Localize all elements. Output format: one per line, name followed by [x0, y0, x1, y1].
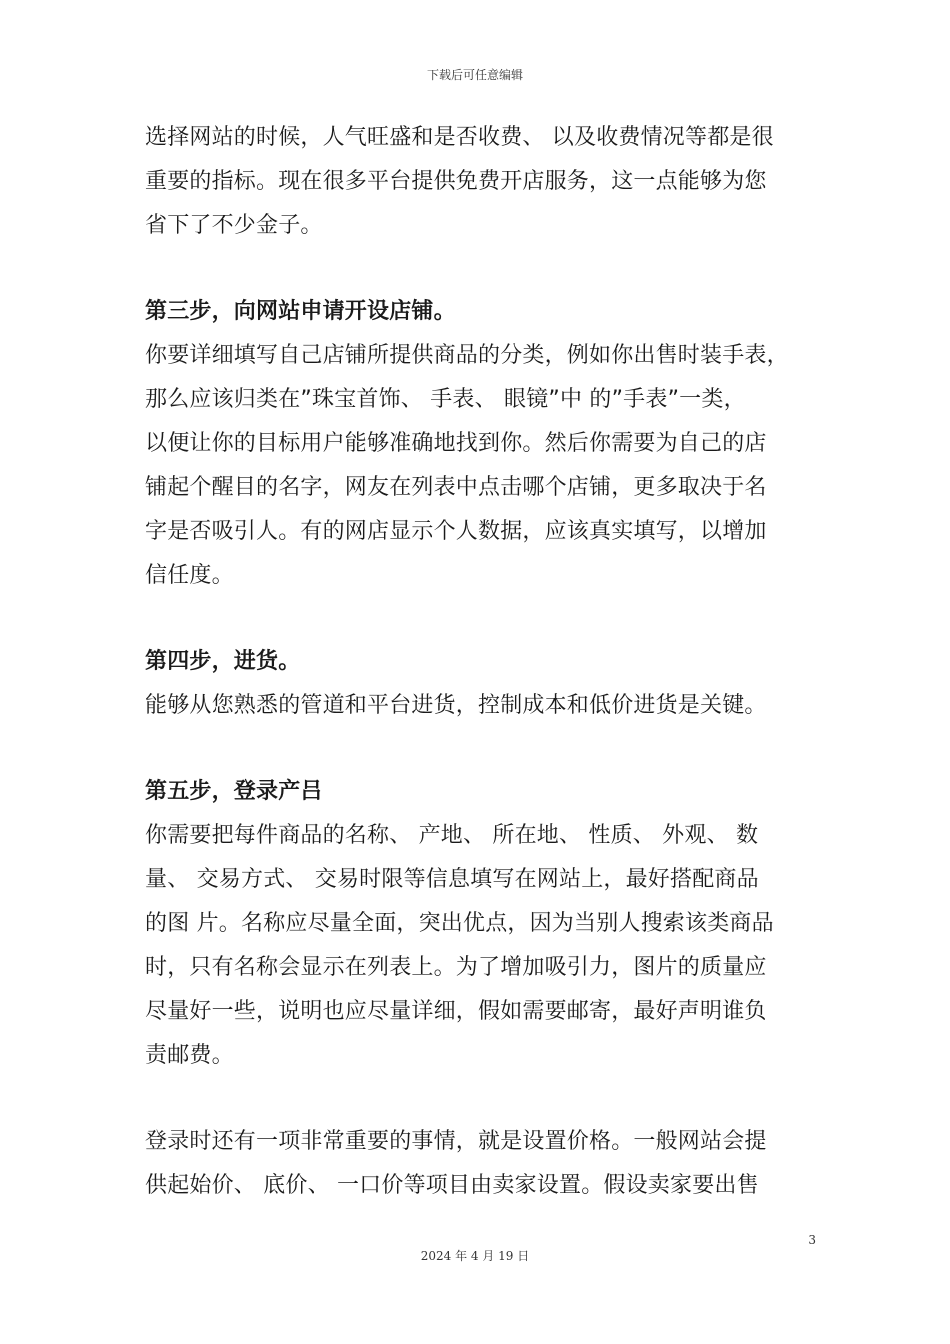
text-line: 登录时还有一项非常重要的事情，就是设置价格。一般网站会提: [145, 1129, 767, 1154]
text-line: 以便让你的目标用户能够准确地找到你。然后你需要为自己的店: [145, 431, 767, 456]
step-3-heading: 第三步，向网站申请开设店铺。: [145, 299, 456, 324]
page-header: 下载后可任意编辑: [426, 68, 523, 82]
text-line: 字是否吸引人。有的网店显示个人数据，应该真实填写，以增加: [145, 519, 767, 544]
text-line: 能够从您熟悉的管道和平台进货，控制成本和低价进货是关键。: [145, 693, 767, 718]
text-line: 信任度。: [145, 563, 234, 588]
paragraph-gap: [145, 248, 825, 290]
page-number: 3: [808, 1233, 816, 1247]
paragraph-gap: [145, 1078, 825, 1120]
text-line: 那么应该归类在”珠宝首饰、 手表、 眼镜”中 的”手表”一类，: [145, 387, 746, 412]
text-line: 尽量好一些，说明也应尽量详细，假如需要邮寄，最好声明谁负: [145, 999, 767, 1024]
section-step-5: [145, 770, 825, 1078]
paragraph-gap: [145, 728, 825, 770]
section-step-3: [145, 290, 825, 598]
text-line: 铺起个醒目的名字，网友在列表中点击哪个店铺，更多取决于名: [145, 475, 767, 500]
section-step-4: [145, 640, 825, 728]
text-line: 选择网站的时候，人气旺盛和是否收费、 以及收费情况等都是很: [145, 125, 774, 150]
paragraph-intro: [145, 116, 825, 248]
text-line: 供起始价、 底价、 一口价等项目由卖家设置。假设卖家要出售: [145, 1173, 759, 1198]
text-line: 你要详细填写自己店铺所提供商品的分类，例如你出售时装手表，: [145, 343, 789, 368]
paragraph-gap: [145, 598, 825, 640]
paragraph-pricing: [145, 1120, 825, 1208]
step-4-heading: 第四步，进货。: [145, 649, 301, 674]
text-line: 责邮费。: [145, 1043, 234, 1068]
text-line: 省下了不少金子。: [145, 213, 323, 238]
text-line: 量、 交易方式、 交易时限等信息填写在网站上，最好搭配商品: [145, 867, 759, 892]
text-line: 时，只有名称会显示在列表上。为了增加吸引力，图片的质量应: [145, 955, 767, 980]
document-body: [145, 116, 825, 1208]
step-5-heading: 第五步，登录产吕: [145, 779, 323, 804]
text-line: 你需要把每件商品的名称、 产地、 所在地、 性质、 外观、 数: [145, 823, 759, 848]
text-line: 的图 片。名称应尽量全面，突出优点，因为当别人搜索该类商品: [145, 911, 774, 936]
text-line: 重要的指标。现在很多平台提供免费开店服务，这一点能够为您: [145, 169, 767, 194]
page-footer-date: 2024 年 4 月 19 日: [420, 1249, 530, 1263]
